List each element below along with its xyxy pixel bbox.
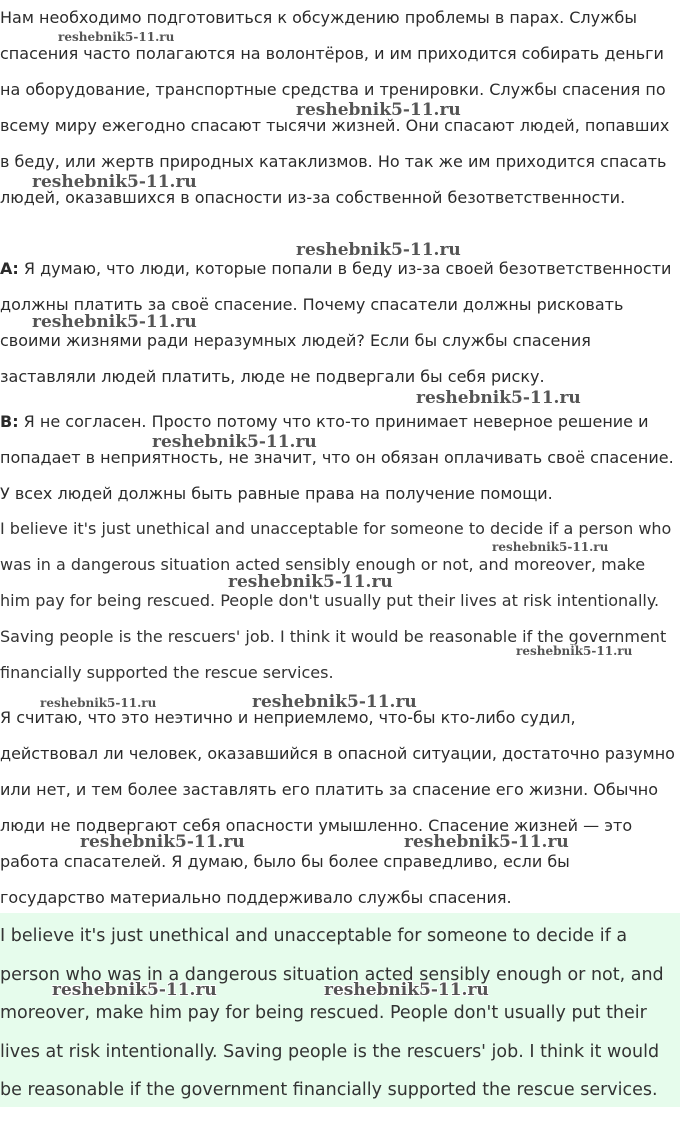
watermark: reshebnik5-11.ru — [80, 832, 245, 852]
watermark: reshebnik5-11.ru — [296, 240, 461, 260]
watermark: reshebnik5-11.ru — [404, 832, 569, 852]
english-paragraph: I believe it's just unethical and unacceptable for someone to decide if a person who was in a dangerous situation acted sensibly enough or not, and moreover, make him pay for being rescued. People don't usually put their lives at risk intentionally. Saving people is the rescuers' job. I think it would be reasonable if the government financially supported the rescue services. — [0, 519, 672, 682]
speaker-b-paragraph — [0, 404, 678, 512]
watermark: reshebnik5-11.ru — [58, 30, 175, 44]
watermark: reshebnik5-11.ru — [252, 692, 417, 712]
russian-translation-paragraph: Я считаю, что это неэтично и неприемлемо, что-бы кто-либо судил, действовал ли человек, оказавшийся в опасной ситуации, достаточно разумно или нет, и тем более заставлять его платить за спасение его жизни. Обычно люди не подвергают себя опасности умышленно. Спасение жизней — это работа спасателей. Я думаю, было бы более справедливо, если бы государство материально поддерживало службы спасения. — [0, 708, 675, 907]
watermark: reshebnik5-11.ru — [296, 100, 461, 120]
watermark: reshebnik5-11.ru — [32, 312, 197, 332]
speaker-b-text: Я не согласен. Просто потому что кто-то принимает неверное решение и попадает в неприятность, не значит, что он обязан оплачивать своё спасение. У всех людей должны быть равные права на получение помощи. — [0, 412, 674, 503]
watermark: reshebnik5-11.ru — [52, 980, 217, 1000]
answer-paragraph: I believe it's just unethical and unacceptable for someone to decide if a person who was in a dangerous situation acted sensibly enough or not, and moreover, make him pay for being rescued. People don't usually put their lives at risk intentionally. Saving people is the rescuers' job. I think it would be reasonable if the government financially supported the rescue services. — [0, 926, 664, 1100]
watermark: reshebnik5-11.ru — [416, 388, 581, 408]
watermark: reshebnik5-11.ru — [492, 540, 609, 554]
watermark: reshebnik5-11.ru — [324, 980, 489, 1000]
speaker-a-text: Я думаю, что люди, которые попали в беду из-за своей безответственности должны платить за своё спасение. Почему спасатели должны рисковать своими жизнями ради неразумных людей? Если бы службы спасения заставляли людей платить, люде не подвергали бы себя риску. — [0, 259, 672, 386]
watermark: reshebnik5-11.ru — [516, 644, 633, 658]
watermark: reshebnik5-11.ru — [32, 172, 197, 192]
watermark: reshebnik5-11.ru — [152, 432, 317, 452]
watermark: reshebnik5-11.ru — [228, 572, 393, 592]
speaker-b-label: В: — [0, 412, 19, 431]
speaker-a-label: А: — [0, 259, 19, 278]
speaker-a-paragraph — [0, 251, 678, 395]
intro-paragraph: Нам необходимо подготовиться к обсуждению проблемы в парах. Службы спасения часто полагаются на волонтёров, и им приходится собирать деньги на оборудование, транспортные средства и тренировки. Службы спасения по всему миру ежегодно спасают тысячи жизней. Они спасают людей, попавших в беду, или жертв природных катаклизмов. Но так же им приходится спасать людей, оказавшихся в опасности из-за собственной безответственности. — [0, 8, 670, 207]
watermark: reshebnik5-11.ru — [40, 696, 157, 710]
